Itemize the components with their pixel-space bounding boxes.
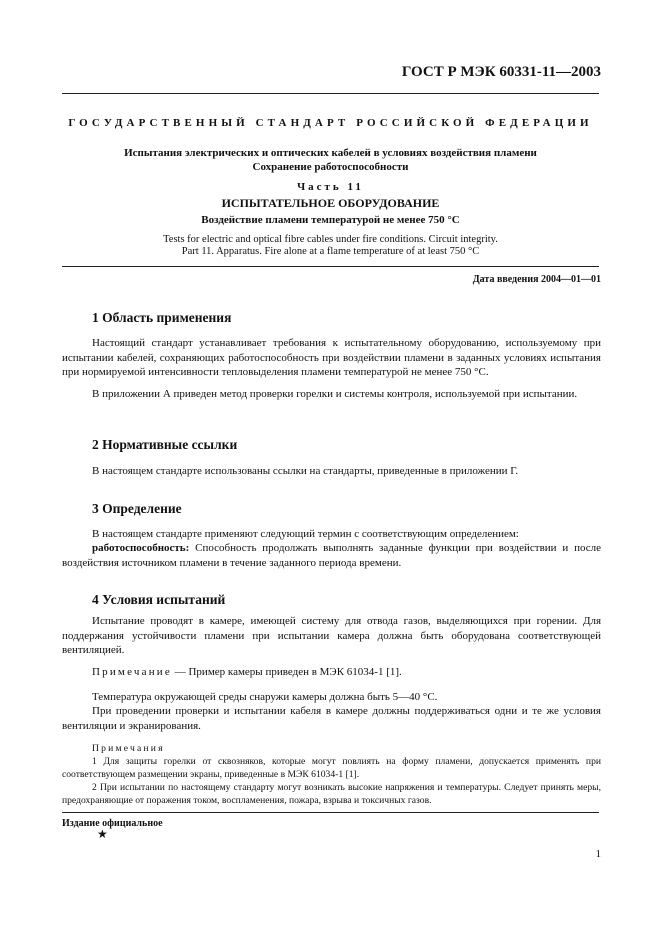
english-title-line-2: Part 11. Apparatus. Fire alone at a flame temperature of at least 750 °C bbox=[181, 246, 480, 257]
section-2-heading: 2 Нормативные ссылки bbox=[92, 437, 238, 452]
official-edition: Издание официальное bbox=[62, 818, 163, 829]
note-label: Примечание bbox=[92, 666, 172, 678]
section-4-paragraph-3: При проведении проверки и испытании кабеля в камере должны поддерживаться одни и те же условия вентиляции и экранирования. bbox=[62, 705, 601, 732]
star-icon: ★ bbox=[97, 827, 108, 841]
notes-label: Примечания bbox=[92, 743, 165, 754]
section-4-paragraph-2: Температура окружающей среды снаружи камеры должна быть 5—40 °С. bbox=[92, 691, 438, 703]
section-1-heading: 1 Область применения bbox=[92, 310, 232, 325]
definition-text: Способность продолжать выполнять заданные функции при воздействии и после воздействия источником пламени в течение заданного периода времени. bbox=[62, 542, 601, 569]
part-title: ИСПЫТАТЕЛЬНОЕ ОБОРУДОВАНИЕ bbox=[221, 196, 440, 210]
footer-divider bbox=[62, 812, 599, 813]
section-1-paragraph-1: Настоящий стандарт устанавливает требования к испытательному оборудованию, используемому при испытании кабелей, сохраняющих работоспособность при воздействии пламени в заданных условиях испытания при нормируемой интенсивности тепловыделения пламени температурой не менее 750 °С. bbox=[62, 337, 601, 378]
section-3-paragraph-1: В настоящем стандарте применяют следующий термин с соответствующим определением: bbox=[92, 528, 519, 540]
state-standard-heading: ГОСУДАРСТВЕННЫЙ СТАНДАРТ РОССИЙСКОЙ ФЕДЕРАЦИИ bbox=[68, 117, 593, 129]
section-3-definition bbox=[62, 541, 601, 570]
note-2: 2 При испытании по настоящему стандарту могут возникать высокие напряжения и температуры. Следует принять меры, предохраняющие от поражения током, воспламенения, пожара, взрыва и токсичных газов. bbox=[62, 782, 601, 806]
title-line-1: Испытания электрических и оптических кабелей в условиях воздействия пламени bbox=[124, 147, 537, 159]
title-divider bbox=[62, 266, 599, 267]
definition-term: работоспособность: bbox=[92, 542, 190, 554]
title-subtitle: Воздействие пламени температурой не менее 750 °С bbox=[201, 214, 460, 226]
english-title-line-1: Tests for electric and optical fibre cables under fire conditions. Circuit integrity. bbox=[163, 234, 498, 245]
title-line-2: Сохранение работоспособности bbox=[252, 161, 409, 173]
part-number: Часть 11 bbox=[297, 181, 364, 193]
introduction-date: Дата введения 2004—01—01 bbox=[472, 274, 601, 285]
top-divider bbox=[62, 93, 599, 94]
section-1-paragraph-2: В приложении А приведен метод проверки горелки и системы контроля, используемой при испытании. bbox=[92, 388, 578, 400]
section-3-heading: 3 Определение bbox=[92, 501, 182, 516]
page-number: 1 bbox=[595, 848, 601, 860]
section-4-note bbox=[62, 665, 601, 680]
document-number: ГОСТ Р МЭК 60331-11—2003 bbox=[401, 64, 601, 80]
section-4-heading: 4 Условия испытаний bbox=[92, 592, 226, 607]
note-text: — Пример камеры приведен в МЭК 61034-1 [1]. bbox=[171, 666, 402, 678]
section-2-paragraph-1: В настоящем стандарте использованы ссылки на стандарты, приведенные в приложении Г. bbox=[92, 465, 519, 477]
section-4-paragraph-1: Испытание проводят в камере, имеющей систему для отвода газов, выделяющихся при горении. Для поддержания устойчивости пламени при испытании камера должна быть оборудована соответствующей вентиляцией. bbox=[62, 615, 601, 656]
note-1: 1 Для защиты горелки от сквозняков, которые могут повлиять на форму пламени, допускается применять при соответствующем размещении экраны, приведенные в МЭК 61034-1 [1]. bbox=[62, 756, 601, 780]
